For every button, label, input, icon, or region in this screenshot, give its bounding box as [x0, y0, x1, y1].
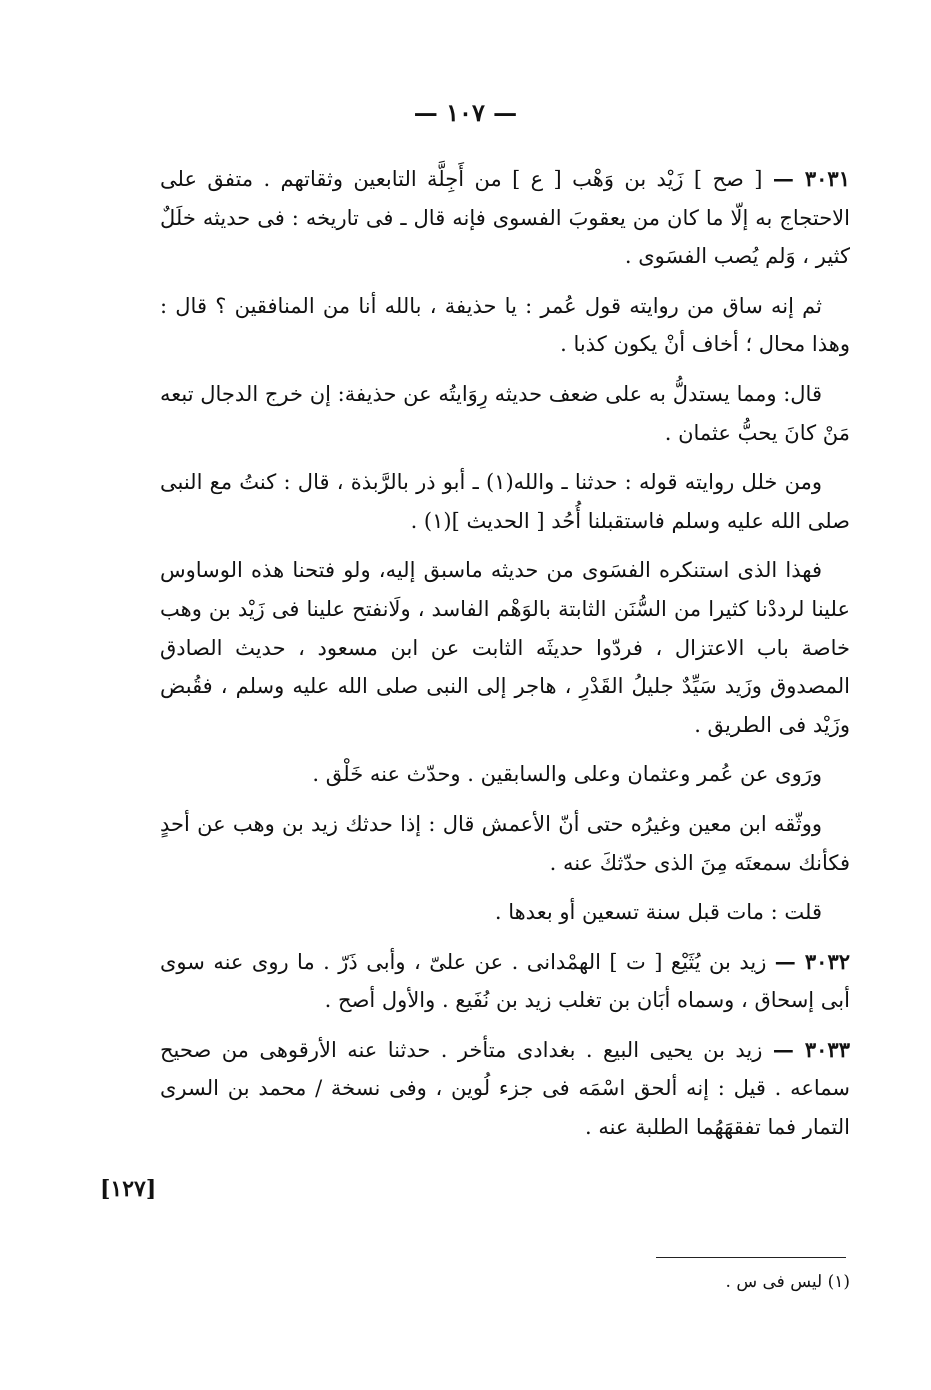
- paragraph-text: ووثّقه ابن معين وغيرُه حتى أنّ الأعمش قال : إذا حدثك زيد بن وهب عن أحدٍ فكأنك سمعتَه مِنَ الذى حدّثكَ عنه .: [160, 811, 850, 875]
- entry-text: [ صح ] زَيْد بن وَهْب [ ع ] من أَجِلَّة التابعين وثقاتهم . متفق على الاحتجاج به إلّا ما كان من يعقوبَ الفسوى فإنه قال ـ فى تاريخه : فى حديثه خلَلٌ كثير ، وَلم يُصب الفسَوى .: [160, 167, 850, 269]
- paragraph: [160, 287, 850, 364]
- footnote: (١) ليس فى س .: [725, 1272, 850, 1292]
- paragraph-text: ورَوى عن عُمر وعثمان وعلى والسابقين . وحدّث عنه خَلْق .: [312, 762, 822, 787]
- paragraph: [160, 551, 850, 744]
- entry-text: زيد بن يحيى البيع . بغدادى متأخر . حدثنا عنه الأرقوهى من صحيح سماعه . قيل : إنه ألحق اسْمَه فى جزء لُوين ، وفى نسخة / محمد بن السرى التمار فما تفقهَهُما الطلبة عنه .: [160, 1037, 850, 1140]
- paragraph: [160, 463, 850, 540]
- paragraph: [160, 755, 850, 794]
- entry-number: ٣٠٣١ —: [772, 166, 850, 191]
- entry-3032: [160, 943, 850, 1020]
- paragraph: [160, 375, 850, 452]
- entry-3033: [160, 1031, 850, 1147]
- entry-number: ٣٠٣٢ —: [774, 948, 851, 974]
- paragraph-text: ثم إنه ساق من روايته قول عُمر : يا حذيفة ، بالله أنا من المنافقين ؟ قال : وهذا محال ؛ أخاف أنْ يكون كذبا .: [160, 293, 850, 357]
- footnote-divider: [656, 1257, 846, 1258]
- main-text: [160, 160, 850, 1158]
- page-number: — ١٠٧ —: [413, 98, 518, 127]
- paragraph: [160, 893, 850, 932]
- entry-text: زيد بن يُثَيْع [ ت ] الهمْدانى . عن علىّ ، وأبى ذَرّ . ما روى عنه سوى أبى إسحاق ، وسماه أبَان بن تغلب زيد بن نُفَيع . والأول أصح .: [160, 949, 850, 1013]
- paragraph-text: قال: ومما يستدلُّ به على ضعف حديثه رِوَايتُه عن حذيفة: إن خرج الدجال تبعه مَنْ كانَ يحبُّ عثمان .: [160, 381, 850, 445]
- paragraph: [160, 805, 850, 882]
- paragraph-text: ومن خلل روايته قوله : حدثنا ـ والله(١) ـ أبو ذر بالرَّبذة ، قال : كنتُ مع النبى صلى الله عليه وسلم فاستقبلنا أُحُد [ الحديث ](١) .: [160, 470, 850, 533]
- margin-reference: [١٢٧]: [100, 1176, 157, 1202]
- paragraph-text: قلت : مات قبل سنة تسعين أو بعدها .: [494, 900, 822, 925]
- paragraph-text: فهذا الذى استنكره الفسَوى من حديثه ماسبق إليه، ولو فتحنا هذه الوساوس علينا لرددْنا كثيرا من السُّنَن الثابتة بالوَهْم الفاسد ، ولَانفتح علينا فى زَيْد بن وهب خاصة باب الاعتزال ، فردّوا حديثَه الثابت عن ابن مسعود ، حديث الصادق المصدوق وزَيد سَيِّدٌ جليلُ القَدْرِ ، هاجر إلى النبى صلى الله عليه وسلم ، فقُبض وزَيْد فى الطريق .: [160, 558, 850, 737]
- entry-number: ٣٠٣٣ —: [772, 1036, 850, 1062]
- entry-3031: [160, 160, 850, 276]
